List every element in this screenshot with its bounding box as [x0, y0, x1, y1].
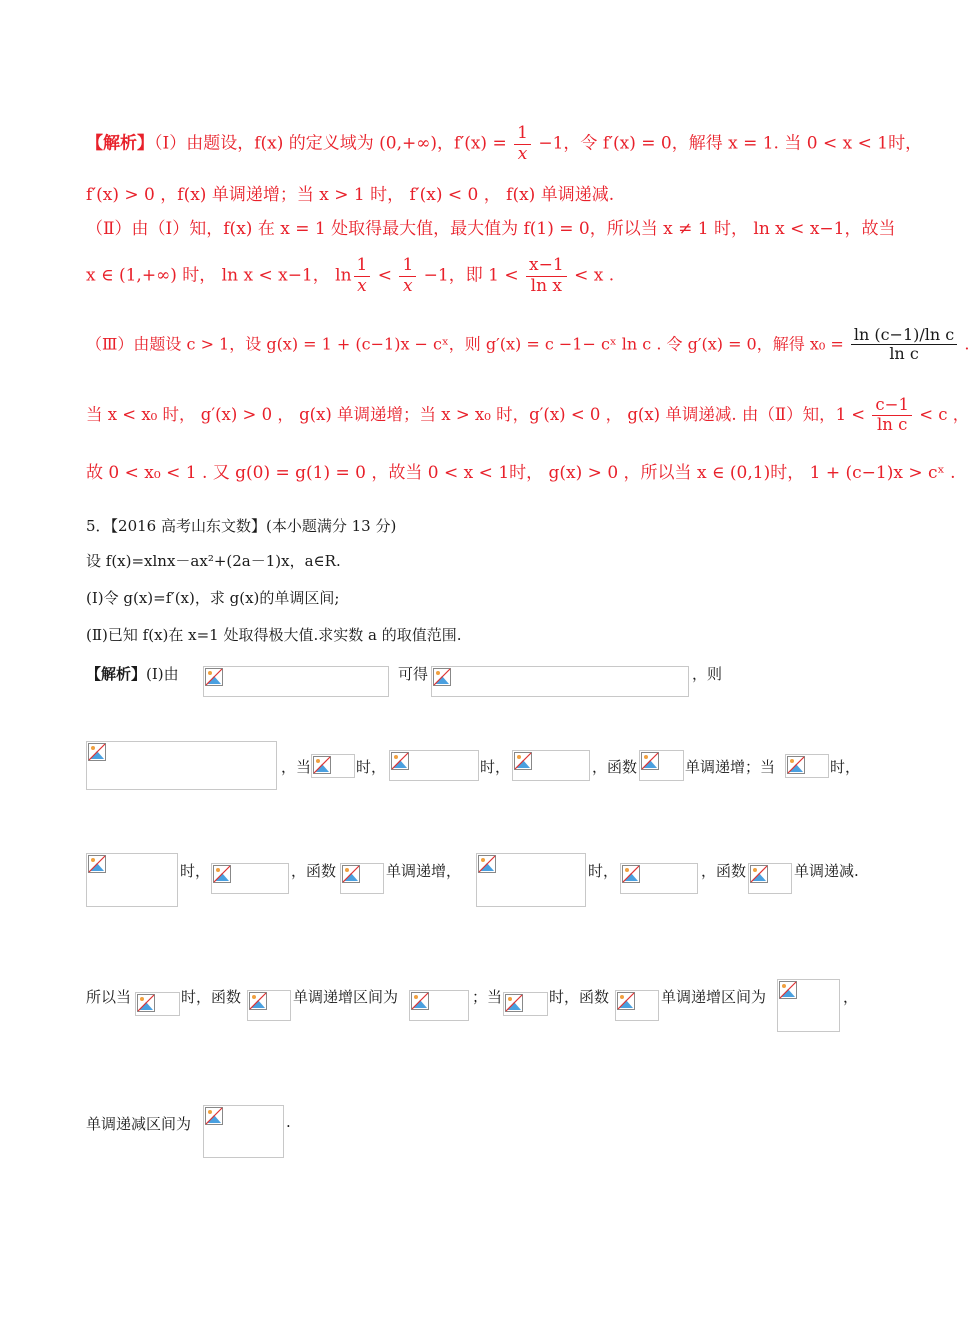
broken-image-icon: [205, 1107, 223, 1125]
broken-image: [615, 990, 659, 1021]
answer-text: ，函数: [701, 862, 747, 880]
broken-image: [476, 853, 586, 907]
answer-text: 时，: [480, 758, 511, 776]
problem-part-1: (Ⅰ)令 g(x)=f′(x)，求 g(x)的单调区间;: [86, 589, 340, 607]
answer-text: ；当: [472, 988, 503, 1006]
answer-text: 时，函数: [549, 988, 610, 1006]
broken-image: [409, 990, 469, 1021]
broken-image-icon: [342, 865, 360, 883]
fraction: $\frac{1}{x}$: [354, 256, 371, 296]
broken-image: [512, 750, 590, 781]
broken-image: [86, 853, 178, 907]
analysis-tag: 【解析】: [86, 133, 154, 154]
broken-image: [340, 863, 384, 894]
broken-image-icon: [622, 865, 640, 883]
answer-text: 可得: [398, 665, 429, 683]
broken-image-icon: [88, 743, 106, 761]
problem-part-2: (Ⅱ)已知 f(x)在 x=1 处取得极大值.求实数 a 的取值范围.: [86, 626, 462, 644]
broken-image: [620, 863, 698, 894]
solution-line-4: x ∈ (1,+∞) 时， ln x < x−1， ln $\frac{1}{x}$ < $\frac{1}{x}$ −1，即 1 < $\frac{x-1}{\text{ln x}}$ < x .: [86, 255, 615, 296]
broken-image: [203, 1105, 284, 1158]
solution-line-7: 故 0 < x₀ < 1 . 又 g(0) = g(1) = 0 ，故当 0 < x < 1时， g(x) > 0 ，所以当 x ∈ (0,1)时， 1 + (c−1)x > cˣ .: [86, 463, 956, 483]
broken-image-icon: [205, 668, 223, 686]
broken-image-icon: [411, 992, 429, 1010]
solution-line-5: （Ⅲ）由题设 c > 1，设 g(x) = 1 + (c−1)x − cˣ，则 g′(x) = c −1− cˣ ln c . 令 g′(x) = 0，解得 x₀ = $\frac{\text{ln (c−1)/ln c}}{\text{ln c}}$ .: [86, 325, 969, 364]
broken-image-icon: [514, 752, 532, 770]
answer-text: 所以当: [86, 988, 132, 1006]
broken-image-icon: [505, 994, 523, 1012]
answer-text: ，函数: [592, 758, 638, 776]
solution-line-3: （Ⅱ）由（Ⅰ）知，f(x) 在 x = 1 处取得最大值，最大值为 f(1) = 0，所以当 x ≠ 1 时， ln x < x−1，故当: [86, 219, 896, 239]
broken-image-icon: [213, 865, 231, 883]
broken-image-icon: [433, 668, 451, 686]
broken-image: [135, 992, 180, 1016]
broken-image: [247, 990, 291, 1021]
broken-image-icon: [787, 756, 805, 774]
answer-text: (Ⅰ)由: [146, 665, 179, 683]
solution-line-6: 当 x < x₀ 时， g′(x) > 0 ， g(x) 单调递增；当 x > x₀ 时，g′(x) < 0 ， g(x) 单调递减. 由（Ⅱ）知，1 < $\frac{c-1}{\text{ln c}}$ < c ，: [86, 395, 969, 434]
fraction: $\frac{c-1}{\text{ln c}}$: [872, 396, 912, 435]
fraction: $\frac{x-1}{\text{ln x}}$: [526, 256, 567, 296]
answer-text: 单调递减区间为: [86, 1115, 192, 1133]
broken-image: [639, 750, 684, 781]
broken-image-icon: [641, 752, 659, 770]
broken-image-icon: [391, 752, 409, 770]
answer-text: 单调递增，: [386, 862, 462, 880]
answer-text: .: [286, 1113, 291, 1131]
answer-text: ，当: [281, 758, 312, 776]
broken-image: [748, 863, 792, 894]
answer-text: ，: [843, 988, 859, 1006]
broken-image-icon: [249, 992, 267, 1010]
answer-text: 时，: [830, 758, 861, 776]
broken-image: [777, 979, 840, 1032]
answer-text: 时，: [356, 758, 387, 776]
answer-text: ，函数: [291, 862, 337, 880]
answer-text: 单调递增区间为: [293, 988, 399, 1006]
broken-image-icon: [779, 981, 797, 999]
broken-image: [389, 750, 479, 781]
broken-image-icon: [88, 855, 106, 873]
broken-image-icon: [750, 865, 768, 883]
fraction: $\frac{1}{x}$: [399, 256, 416, 296]
fraction: $\frac{\text{ln (c−1)/ln c}}{\text{ln c}}$: [851, 326, 957, 364]
problem-statement: 设 f(x)=xlnx－ax²+(2a－1)x，a∈R.: [86, 552, 341, 570]
broken-image-icon: [478, 855, 496, 873]
broken-image: [311, 754, 355, 778]
answer-text: 单调递减.: [794, 862, 859, 880]
broken-image-icon: [137, 994, 155, 1012]
broken-image: [203, 666, 389, 697]
answer-text: 时，: [180, 862, 211, 880]
broken-image: [86, 741, 277, 790]
answer-text: 时，: [588, 862, 619, 880]
answer-text: 单调递增；当: [685, 758, 776, 776]
problem-header: 5．【2016 高考山东文数】(本小题满分 13 分): [86, 517, 397, 535]
answer-text: ，则: [692, 665, 723, 683]
broken-image: [785, 754, 829, 778]
broken-image: [503, 992, 548, 1016]
broken-image: [211, 863, 289, 894]
answer-text: 时，函数: [181, 988, 242, 1006]
solution-line-2: f′(x) > 0 ，f(x) 单调递增；当 x > 1 时， f′(x) < 0 ， f(x) 单调递减.: [86, 185, 615, 205]
broken-image-icon: [617, 992, 635, 1010]
analysis-tag: 【解析】: [86, 665, 147, 683]
broken-image: [431, 666, 689, 697]
solution-line-1: 【解析】（Ⅰ）由题设，f(x) 的定义域为 (0,+∞)，f′(x) = $\frac{1}{x}$ −1，令 f′(x) = 0，解得 x = 1. 当 0 < x < 1时，: [86, 123, 923, 164]
broken-image-icon: [313, 756, 331, 774]
fraction: $\frac{1}{x}$: [514, 124, 531, 164]
answer-text: 单调递增区间为: [661, 988, 767, 1006]
